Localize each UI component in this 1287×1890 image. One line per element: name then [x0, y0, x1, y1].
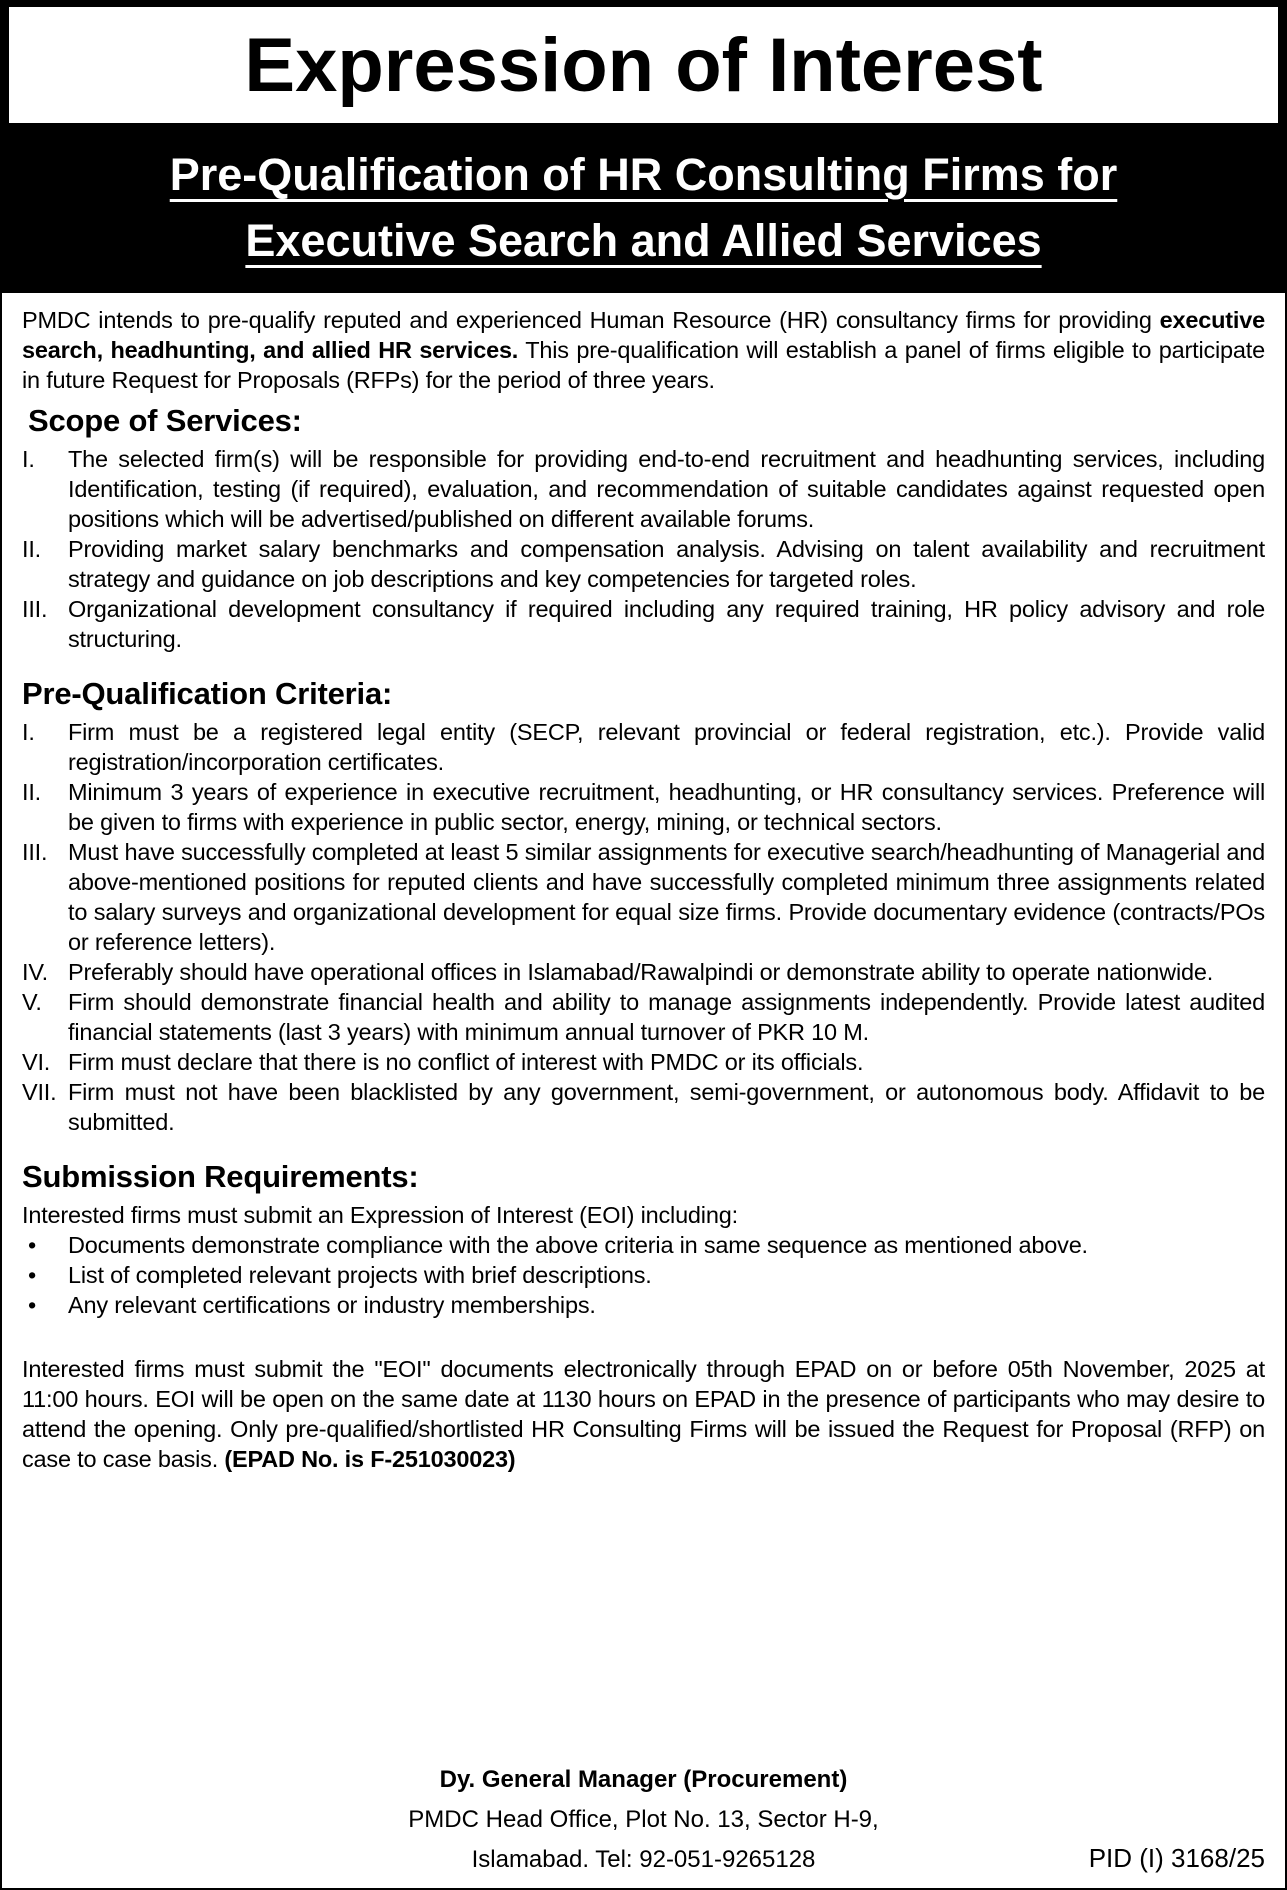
notice-body	[2, 293, 1285, 1474]
banner-heading	[9, 123, 1278, 293]
criteria-item-number: V.	[22, 989, 42, 1015]
criteria-item-text: Firm must be a registered legal entity (SECP, relevant provincial or federal registration, etc.). Provide valid registration/incorporation certificates.	[68, 719, 1265, 775]
criteria-item-number: IV.	[22, 959, 48, 985]
submission-bullet-list	[22, 1230, 1265, 1320]
criteria-item	[22, 777, 1265, 837]
criteria-item-text: Must have successfully completed at least 5 similar assignments for executive search/headhunting of Managerial and above-mentioned positions for reputed clients and have successfully completed minimum three assignments related to salary surveys and organizational development for equal size firms. Provide documentary evidence (contracts/POs or reference letters).	[68, 839, 1265, 955]
page-title: Expression of Interest	[244, 22, 1043, 108]
scope-item-text: The selected firm(s) will be responsible for providing end-to-end recruitment and headhunting services, including Identification, testing (if required), evaluation, and recommendation of suitable candidates against requested open positions which will be advertised/published on different available forums.	[68, 446, 1265, 532]
bullet-item-text: List of completed relevant projects with brief descriptions.	[68, 1262, 652, 1288]
scope-item-number: II.	[22, 536, 41, 562]
criteria-item	[22, 987, 1265, 1047]
bullet-item	[22, 1230, 1265, 1260]
bullet-marker: •	[28, 1292, 37, 1318]
bullet-marker: •	[28, 1262, 37, 1288]
criteria-item	[22, 1047, 1265, 1077]
bullet-item-text: Documents demonstrate compliance with the above criteria in same sequence as mentioned above.	[68, 1232, 1088, 1258]
office-address-line-1: PMDC Head Office, Plot No. 13, Sector H-9,	[408, 1806, 879, 1833]
banner-line-1: Pre-Qualification of HR Consulting Firms for	[169, 149, 1118, 200]
scope-item-number: I.	[22, 446, 35, 472]
bullet-item	[22, 1260, 1265, 1290]
criteria-item-text: Minimum 3 years of experience in executive recruitment, headhunting, or HR consultancy services. Preference will be given to firms with experience in public sector, energy, mining, or technical sectors.	[68, 779, 1265, 835]
criteria-item-text: Firm must declare that there is no conflict of interest with PMDC or its officials.	[68, 1049, 864, 1075]
bullet-marker: •	[28, 1232, 37, 1258]
bullet-item-text: Any relevant certifications or industry memberships.	[68, 1292, 596, 1318]
criteria-heading: Pre-Qualification Criteria:	[22, 676, 393, 711]
submission-heading: Submission Requirements:	[22, 1159, 419, 1194]
signatory-title: Dy. General Manager (Procurement)	[439, 1766, 848, 1793]
bullet-item	[22, 1290, 1265, 1320]
notice-header	[2, 2, 1285, 293]
criteria-item-number: II.	[22, 779, 41, 805]
criteria-item-number: III.	[22, 839, 48, 865]
criteria-item	[22, 957, 1265, 987]
intro-text-post: This pre-qualification will establish a panel of firms eligible to participate in future Request for Proposals (RFPs) for the period of three years.	[22, 337, 1265, 393]
intro-text-bold: executive search, headhunting, and allied HR services.	[22, 307, 1265, 363]
criteria-item-text: Firm should demonstrate financial health and ability to manage assignments independently. Provide latest audited financial statements (last 3 years) with minimum annual turnover of PKR 10 M.	[68, 989, 1265, 1045]
submission-lead: Interested firms must submit an Expression of Interest (EOI) including:	[22, 1202, 738, 1228]
scope-item	[22, 594, 1265, 654]
criteria-item-text: Preferably should have operational offices in Islamabad/Rawalpindi or demonstrate ability to operate nationwide.	[68, 959, 1214, 985]
intro-paragraph	[22, 305, 1265, 395]
closing-paragraph	[22, 1354, 1265, 1474]
intro-text-pre: PMDC intends to pre-qualify reputed and experienced Human Resource (HR) consultancy firms for providing	[22, 307, 1160, 333]
banner-line-2: Executive Search and Allied Services	[245, 215, 1042, 266]
office-address-line-2: Islamabad. Tel: 92-051-9265128	[471, 1846, 816, 1873]
criteria-item-text: Firm must not have been blacklisted by any government, semi-government, or autonomous body. Affidavit to be submitted.	[68, 1079, 1265, 1135]
criteria-item	[22, 837, 1265, 957]
scope-item-number: III.	[22, 596, 48, 622]
criteria-item	[22, 1077, 1265, 1137]
criteria-list	[22, 717, 1265, 1137]
pid-number: PID (I) 3168/25	[1088, 1843, 1265, 1873]
scope-item	[22, 534, 1265, 594]
scope-list	[22, 444, 1265, 654]
criteria-item-number: VI.	[22, 1049, 51, 1075]
scope-item	[22, 444, 1265, 534]
scope-heading: Scope of Services:	[28, 403, 302, 438]
criteria-item	[22, 717, 1265, 777]
scope-item-text: Providing market salary benchmarks and compensation analysis. Advising on talent availability and recruitment strategy and guidance on job descriptions and key competencies for targeted roles.	[68, 536, 1265, 592]
title-box	[9, 7, 1278, 123]
criteria-item-number: VII.	[22, 1079, 57, 1105]
epad-number-bold: (EPAD No. is F-251030023)	[224, 1446, 516, 1472]
closing-text: Interested firms must submit the "EOI" documents electronically through EPAD on or before 05th November, 2025 at 11:00 hours. EOI will be open on the same date at 1130 hours on EPAD in the presence of participants who may desire to attend the opening. Only pre-qualified/shortlisted HR Consulting Firms will be issued the Request for Proposal (RFP) on case to case basis.	[22, 1356, 1265, 1472]
criteria-item-number: I.	[22, 719, 35, 745]
scope-item-text: Organizational development consultancy if required including any required training, HR policy advisory and role structuring.	[68, 596, 1265, 652]
